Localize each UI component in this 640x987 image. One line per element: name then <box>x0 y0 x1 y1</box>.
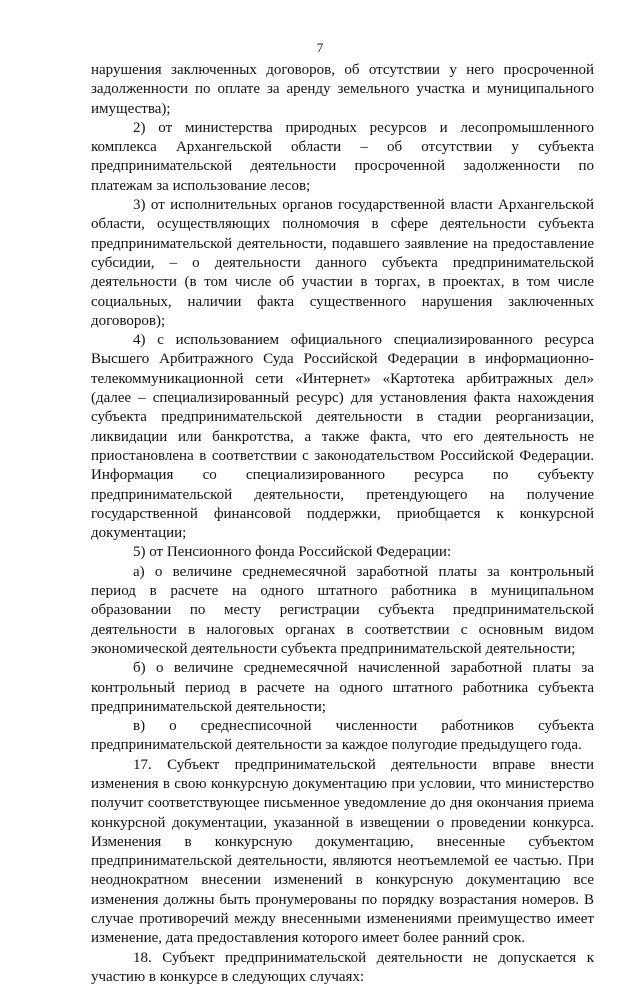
paragraph: 4) с использованием официального специализированного ресурса Высшего Арбитражного Суда Российской Федерации в информационно-телекоммуникационной сети «Интернет» «Картотека арбитражных дел» (далее – специализированный ресурс) для установления факта нахождения субъекта предпринимательской деятельности в стадии реорганизации, ликвидации или банкротства, а также факта, что его деятельность не приостановлена в соответствии с законодательством Российской Федерации. Информация со специализированного ресурса по субъекту предпринимательской деятельности, претендующего на получение государственной финансовой поддержки, приобщается к конкурсной документации; <box>91 332 594 542</box>
paragraph: в) о среднесписочной численности работников субъекта предпринимательской деятельности за каждое полугодие предыдущего года. <box>91 718 594 754</box>
document-body <box>91 61 594 987</box>
paragraph: б) о величине среднемесячной начисленной заработной платы за контрольный период в расчете на одного штатного работника субъекта предпринимательской деятельности; <box>91 660 594 715</box>
paragraph: 17. Субъект предпринимательской деятельности вправе внести изменения в свою конкурсную документацию при условии, что министерство получит соответствующее письменное уведомление до дня окончания приема конкурсной документации, указанной в извещении о проведении конкурса. Изменения в конкурсную документацию, внесенные субъектом предпринимательской деятельности, являются неотъемлемой ее частью. При неоднократном внесении изменений в конкурсную документацию все изменения должны быть пронумерованы по порядку возрастания номеров. В случае противоречий между внесенными изменениями преимущество имеет изменение, дата предоставления которого имеет более ранний срок. <box>91 756 594 947</box>
paragraph: 5) от Пенсионного фонда Российской Федерации: <box>133 544 452 561</box>
paragraph: 18. Субъект предпринимательской деятельности не допускается к участию в конкурсе в следующих случаях: <box>91 949 594 985</box>
paragraph: 3) от исполнительных органов государственной власти Архангельской области, осуществляющих полномочия в сфере деятельности субъекта предпринимательской деятельности, подавшего заявление на предоставление субсидии, – о деятельности данного субъекта предпринимательской деятельности (в том числе об участии в торгах, в проектах, в том числе социальных, наличии факта существенного нарушения заключенных договоров); <box>91 197 594 329</box>
paragraph: а) о величине среднемесячной заработной платы за контрольный период в расчете на одного штатного работника в муниципальном образовании по месту регистрации субъекта предпринимательской деятельности в налоговых органах в соответствии с основным видом экономической деятельности субъекта предпринимательской деятельности; <box>91 563 594 657</box>
page-number: 7 <box>316 40 324 55</box>
paragraph: 2) от министерства природных ресурсов и лесопромышленного комплекса Архангельской области – об отсутствии у субъекта предпринимательской деятельности просроченной задолженности по платежам за использование лесов; <box>91 119 594 194</box>
paragraph: нарушения заключенных договоров, об отсутствии у него просроченной задолженности по оплате за аренду земельного участка и муниципального имущества); <box>91 62 594 117</box>
